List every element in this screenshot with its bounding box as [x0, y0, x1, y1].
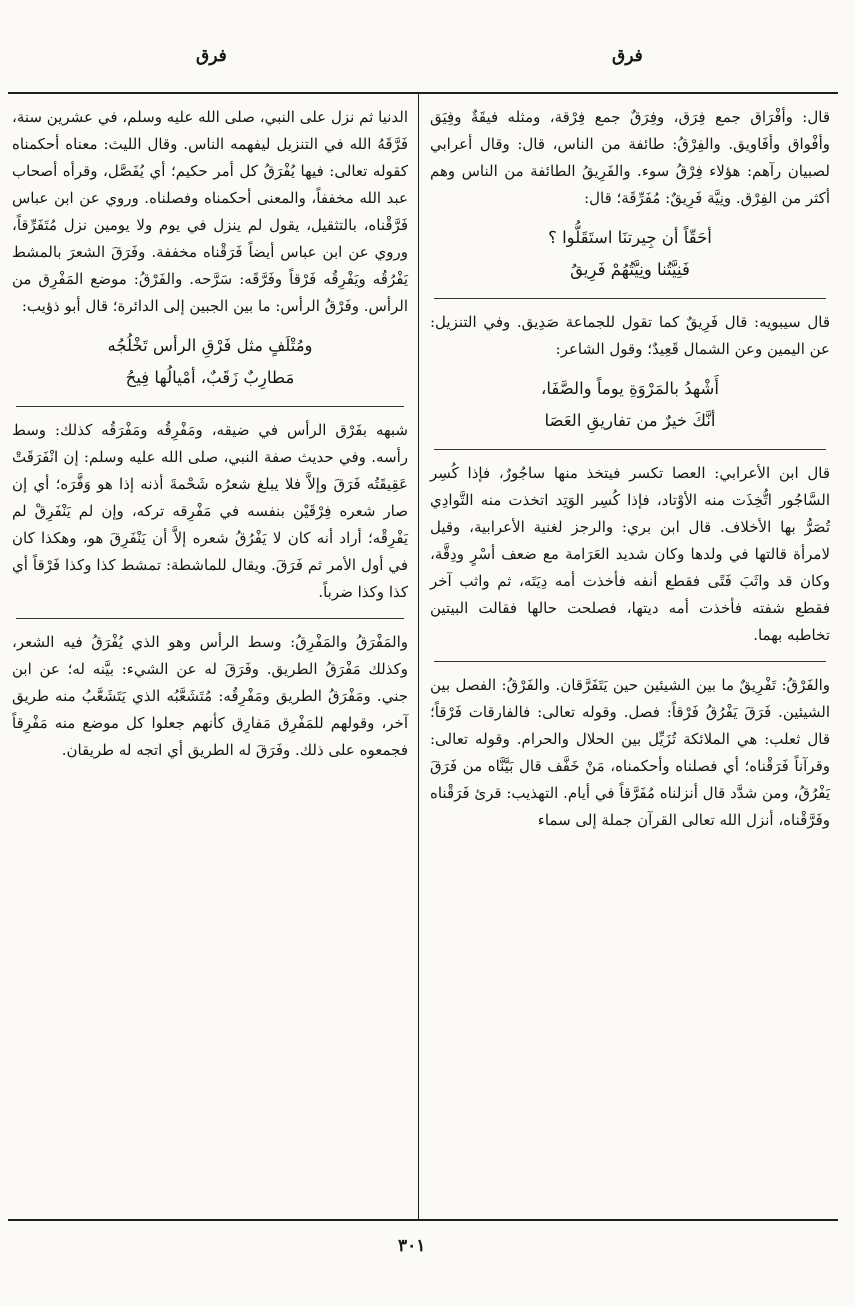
entry-paragraph: قال ابن الأعرابي: العصا تكسر فيتخذ منها ساجُورٌ، فإذا كُسِر السَّاجُور اتُّخِذَت منه الأوْتاد، فإذا كُسِر الوَتِد اتخذت منه التَّوادِي تُصَرُّ بها الأخلاف. قال ابن بري: والرجز لغنية الأعرابية، وقيل لامرأة قالتها في ولدها وكان شديد العَرَامة مع ضعف أسْرٍ ودِقَّة، وكان قد واثَبَ فَتًى فقطع أنفه فأخذت أمه دِيَتَه، ثم واثب آخر فقطع شفته فأخذت أمه ديتها، فصلحت حالها فقالت البيتين تخاطبه بهما. — [430, 464, 830, 644]
bottom-rule — [8, 1219, 838, 1221]
verse-line: أحَقّاً أن جِيرتنَا استَقَلُّوا ؟ — [548, 228, 712, 247]
separator-rule — [434, 298, 826, 299]
entry-paragraph: والفَرْقُ: تَفْرِيقٌ ما بين الشيئين حين يَتَفَرَّقان. والفَرْقُ: الفصل بين الشيئين. فَرَقَ يَفْرُقُ فَرْقاً: فصل. وقوله تعالى: فالفارقات فَرْقاً؛ قال ثعلب: هي الملائكة تُزَيِّل بين الحلال والحرام. وقوله تعالى: وقرآناً فَرَقْناه؛ أي فصلناه وأحكمناه، مَنْ خَفَّف قال بَيَّنَّاه من فَرَقَ يَفْرُقُ، ومن شدَّد قال أنزلناه مُفَرَّقاً في أيام. التهذيب: قرئ فَرَقْناه وفَرَّقْناه، أنزل الله تعالى القرآن جملة إلى سماء — [430, 676, 830, 829]
separator-rule — [434, 449, 826, 450]
entry-paragraph: والمَفْرَقُ والمَفْرِقُ: وسط الرأس وهو الذي يُفْرَقُ فيه الشعر، وكذلك مَفْرَقُ الطريق. وفَرَقَ له عن الشيء: بيَّنه له؛ عن ابن جني. ومَفْرَقُ الطريق ومَفْرِقُه: مُتَشَعَّبُه الذي يَتَشَعَّبُ منه طريق آخر، وقولهم للمَفْرِق مَفارِق كأنهم جعلوا كل موضع منه مَفْرِقاً فجمعوه على ذلك. وفَرَقَ له الطريق أي اتجه له طريقان. — [12, 633, 408, 759]
running-header-right: فرق — [612, 46, 643, 66]
entry-paragraph: قال سيبويه: قال فَرِيقٌ كما تقول للجماعة صَدِيق. وفي التنزيل: عن اليمين وعن الشمال قَعِيدٌ؛ وقول الشاعر: — [430, 313, 830, 358]
running-header-left: فرق — [196, 46, 227, 66]
verse-line: أَشْهدُ بالمَرْوَةِ يوماً والصَّفَا، — [541, 379, 719, 398]
verse-block — [12, 330, 408, 394]
verse-line: أنَّكَ خيرٌ من تفاريقِ العَصَا — [544, 411, 716, 430]
separator-rule — [16, 406, 404, 407]
verse-line: ومُتْلَفٍ مثل فَرْقِ الرأس تَخْلُجُه — [107, 336, 313, 355]
verse-line: فَنِيَّتُنا ونِيَّتُهُمْ فَرِيقُ — [570, 260, 690, 279]
entry-paragraph: قال: وأفْرَاق جمع فِرَق، وفِرَقٌ جمع فِرْقة، ومثله فيقَةٌ وفِيَق وأفْواق وأفَاويق. والفِرْقُ: طائفة من الناس، قال: وقال أعرابي لصبيان رآهم: هؤلاء فِرْقُ سوء. والفَرِيقُ الطائفة من الناس وهم أكثر من الفِرْق. ونِيَّة فَرِيقٌ: مُفَرِّقَة؛ قال: — [430, 108, 830, 207]
entry-paragraph: شبهه بفَرْق الرأس في ضيقه، ومَفْرِقُه ومَفْرَقُه كذلك: وسط رأسه. وفي حديث صفة النبي، صلى الله عليه وسلم: إن انْفَرَقَتْ عَقِيقَتُه فَرَقَ وإلاَّ فلا يبلغ شعرُه شَحْمةَ أذنه إذا هو وَفَّرَه؛ أي إن صار شعره فِرْقَيْن بنفسه في مَفْرِقه تركه، وإن لم يَنْفَرِقْ لم يَفْرِقْه؛ أراد أنه كان لا يَفْرُقُ شعره إلاَّ أن يَنْفَرِقَ هو، وهكذا كان في أول الأمر ثم فَرَقَ. ويقال للماشطة: تمشط كذا وكذا فَرْقاً أي كذا وكذا ضرباً. — [12, 421, 408, 601]
entry-paragraph: الدنيا ثم نزل على النبي، صلى الله عليه وسلم، في عشرين سنة، فَرَّقَهُ الله في التنزيل ليفهمه الناس. وقال الليث: معناه أحكمناه كقوله تعالى: فيها يُفْرَقُ كل أمر حكيم؛ أي يُفَصَّل، وقرأه أصحاب عبد الله مخففاً، والمعنى أحكمناه وفصلناه. وروي عن ابن عباس فَرَّقْناه، بالتثقيل، يقول لم ينزل في يوم ولا يومين نزل مُتَفَرِّقاً، وروي عن ابن عباس أيضاً فَرَقْناه مخففة. وفَرَقَ الشعرَ بالمشط يَفْرُقُه ويَفْرِقُه فَرْقاً وفَرَّقَه: سَرَّحه. والفَرْقُ: موضع المَفْرِق من الرأس. وفَرْقُ الرأس: ما بين الجبين إلى الدائرة؛ قال أبو ذؤيب: — [12, 108, 408, 315]
right-column — [430, 104, 830, 834]
separator-rule — [16, 618, 404, 619]
separator-rule — [434, 661, 826, 662]
top-rule — [8, 92, 838, 94]
left-column — [12, 104, 408, 764]
column-divider — [418, 92, 419, 1219]
page-number: ٣٠١ — [398, 1236, 426, 1256]
verse-block — [430, 222, 830, 286]
verse-line: مَطارِبٌ زَقَبٌ، أمْيالُها فِيحُ — [125, 368, 295, 387]
verse-block — [430, 373, 830, 437]
